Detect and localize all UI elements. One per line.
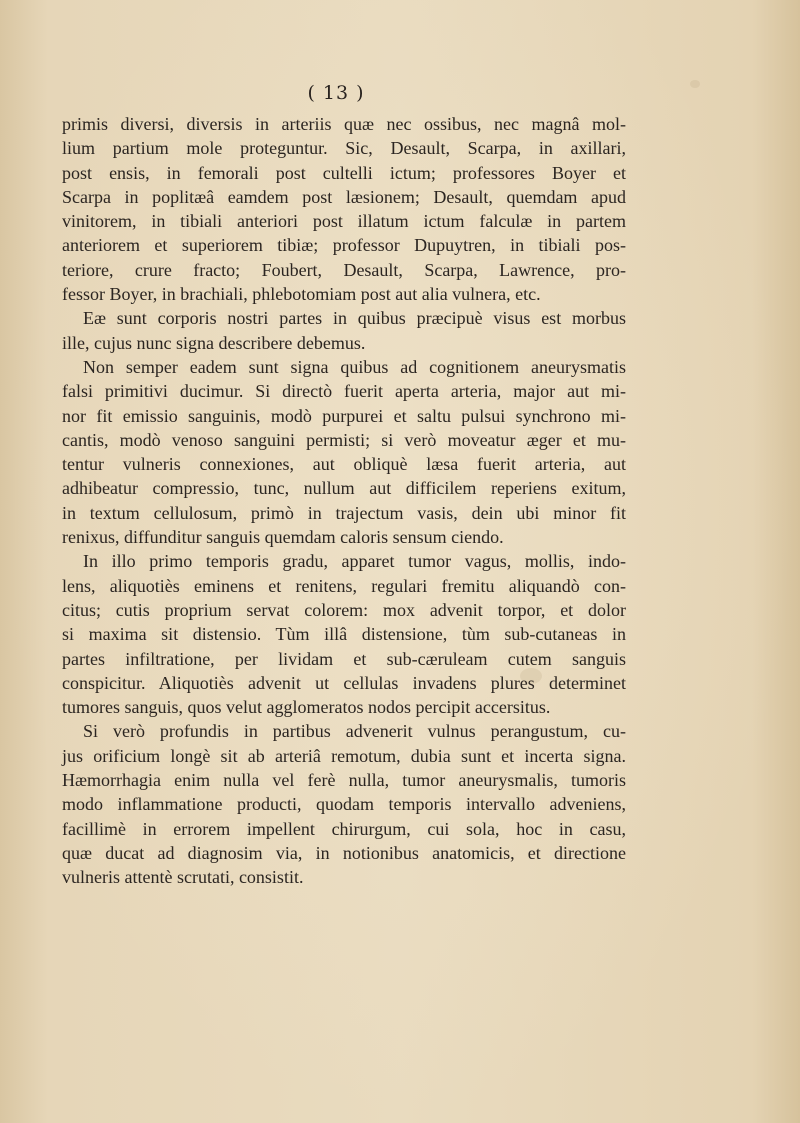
text-line: In illo primo temporis gradu, apparet tumor vagus, mollis, indo- (83, 551, 626, 572)
text-line: lium partium mole proteguntur. Sic, Desault, Scarpa, in axillari, (62, 138, 626, 159)
text-line: vulneris attentè scrutati, consistit. (62, 867, 304, 888)
text-line: nor fit emissio sanguinis, modò purpurei et saltu pulsui synchrono mi- (62, 405, 626, 426)
text-line: Hæmorrhagia enim nulla vel ferè nulla, tumor aneurysmalis, tumoris (62, 770, 626, 791)
paragraph (62, 719, 626, 889)
text-line: jus orificium longè sit ab arteriâ remotum, dubia sunt et incerta signa. (62, 745, 626, 766)
paragraph (62, 549, 626, 719)
text-line: tentur vulneris connexiones, aut obliquè læsa fuerit arteria, aut (62, 454, 626, 475)
text-line: partes infiltratione, per lividam et sub-cæruleam cutem sanguis (62, 648, 626, 669)
text-line: si maxima sit distensio. Tùm illâ distensione, tùm sub-cutaneas in (62, 624, 626, 645)
text-line: falsi primitivi ducimur. Si directò fuerit aperta arteria, major aut mi- (62, 381, 626, 402)
text-line: ille, cujus nunc signa describere debemus. (62, 332, 366, 353)
paper-stain (690, 80, 700, 88)
text-line: teriore, crure fracto; Foubert, Desault, Scarpa, Lawrence, pro- (62, 259, 626, 280)
text-line: modo inflammatione producti, quodam temporis intervallo adveniens, (62, 794, 626, 815)
text-line: facillimè in errorem impellent chirurgum, cui sola, hoc in casu, (62, 818, 626, 839)
paragraph (62, 306, 626, 355)
text-line: renixus, diffunditur sanguis quemdam caloris sensum ciendo. (62, 527, 504, 548)
text-line: adhibeatur compressio, tunc, nullum aut difficilem reperiens exitum, (62, 478, 626, 499)
text-line: Non semper eadem sunt signa quibus ad cognitionem aneurysmatis (83, 356, 626, 377)
text-line: Eæ sunt corporis nostri partes in quibus præcipuè visus est morbus (83, 308, 626, 329)
text-line: citus; cutis proprium servat colorem: mox advenit torpor, et dolor (62, 599, 626, 620)
text-line: fessor Boyer, in brachiali, phlebotomiam post aut alia vulnera, etc. (62, 284, 541, 305)
body-text (62, 112, 626, 890)
text-line: primis diversi, diversis in arteriis quæ nec ossibus, nec magnâ mol- (62, 114, 626, 134)
page-number: ( 13 ) (307, 82, 365, 104)
paragraph (62, 355, 626, 549)
text-line: in textum cellulosum, primò in trajectum vasis, dein ubi minor fit (62, 502, 626, 523)
text-line: tumores sanguis, quos velut agglomeratos nodos percipit accersitus. (62, 697, 551, 718)
text-line: vinitorem, in tibiali anteriori post illatum ictum falculæ in partem (62, 211, 626, 232)
text-line: post ensis, in femorali post cultelli ictum; professores Boyer et (62, 162, 626, 183)
text-line: anteriorem et superiorem tibiæ; professor Dupuytren, in tibiali pos- (62, 235, 626, 256)
text-line: Scarpa in poplitæâ eamdem post læsionem; Desault, quemdam apud (62, 186, 626, 207)
text-line: conspicitur. Aliquotiès advenit ut cellulas invadens plures determinet (62, 672, 626, 693)
text-line: quæ ducat ad diagnosim via, in notionibus anatomicis, et directione (62, 842, 626, 863)
text-line: cantis, modò venoso sanguini permisti; si verò moveatur æger et mu- (62, 429, 626, 450)
text-line: Si verò profundis in partibus advenerit vulnus perangustum, cu- (83, 721, 626, 742)
paragraph (62, 112, 626, 306)
text-line: lens, aliquotiès eminens et renitens, regulari fremitu aliquandò con- (62, 575, 626, 596)
